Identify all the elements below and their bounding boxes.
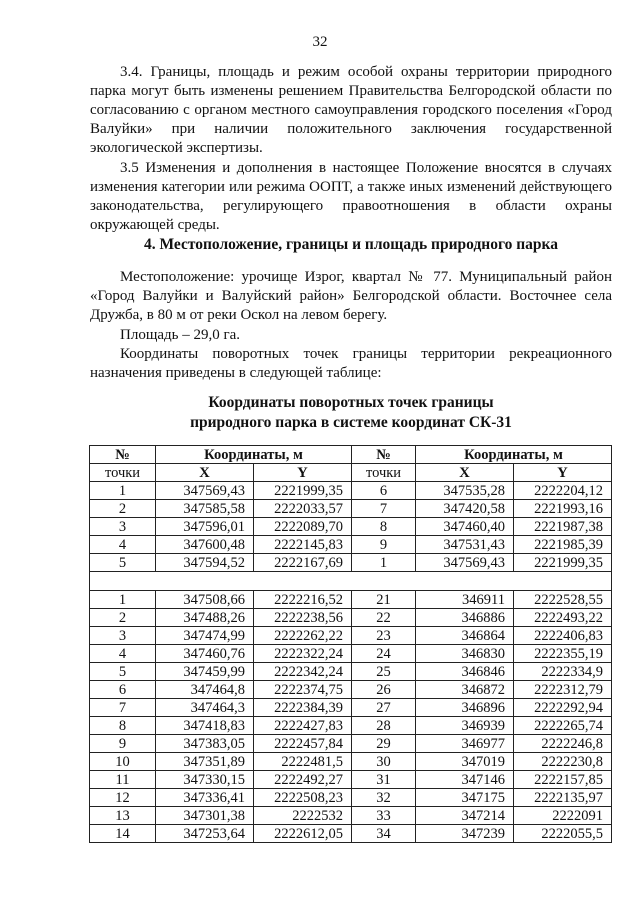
cell-y-right: 2221993,16 (514, 500, 612, 518)
cell-point-right: 28 (352, 717, 416, 735)
cell-x-left: 347594,52 (156, 554, 254, 572)
cell-x-right: 347531,43 (416, 536, 514, 554)
cell-point-right: 29 (352, 735, 416, 753)
cell-point-right: 6 (352, 482, 416, 500)
page-number: 32 (312, 34, 328, 50)
cell-point-right: 7 (352, 500, 416, 518)
cell-point-right: 32 (352, 789, 416, 807)
cell-point-left: 6 (90, 681, 156, 699)
cell-x-right: 346939 (416, 717, 514, 735)
cell-x-left: 347569,43 (156, 482, 254, 500)
cell-y-right: 2222230,8 (514, 753, 612, 771)
cell-x-right: 347460,40 (416, 518, 514, 536)
cell-point-left: 2 (90, 609, 156, 627)
table-row (90, 482, 612, 500)
cell-point-left: 9 (90, 735, 156, 753)
table-row (90, 500, 612, 518)
header-x-right: X (416, 464, 514, 482)
table-block-1 (90, 482, 612, 572)
cell-y-right: 2221987,38 (514, 518, 612, 536)
table-row (90, 663, 612, 681)
cell-y-right: 2222265,74 (514, 717, 612, 735)
cell-x-right: 346846 (416, 663, 514, 681)
cell-x-right: 347214 (416, 807, 514, 825)
table-title-line-2: природного парка в системе координат СК-31 (190, 414, 512, 431)
table-row (90, 627, 612, 645)
cell-x-left: 347596,01 (156, 518, 254, 536)
table-row (90, 717, 612, 735)
cell-x-left: 347336,41 (156, 789, 254, 807)
cell-point-right: 31 (352, 771, 416, 789)
cell-x-right: 347420,58 (416, 500, 514, 518)
header-point-right: точки (352, 464, 416, 482)
cell-y-left: 2222481,5 (254, 753, 352, 771)
cell-y-left: 2221999,35 (254, 482, 352, 500)
header-x-left: X (156, 464, 254, 482)
cell-point-right: 8 (352, 518, 416, 536)
cell-point-left: 2 (90, 500, 156, 518)
cell-y-left: 2222167,69 (254, 554, 352, 572)
cell-y-left: 2222508,23 (254, 789, 352, 807)
cell-y-left: 2222322,24 (254, 645, 352, 663)
cell-y-right: 2222091 (514, 807, 612, 825)
cell-point-left: 10 (90, 753, 156, 771)
cell-y-left: 2222532 (254, 807, 352, 825)
header-coords-left: Координаты, м (156, 446, 352, 464)
cell-y-left: 2222033,57 (254, 500, 352, 518)
table-row (90, 536, 612, 554)
cell-y-right: 2222135,97 (514, 789, 612, 807)
table-row (90, 609, 612, 627)
cell-x-right: 346864 (416, 627, 514, 645)
table-separator (90, 572, 612, 591)
cell-point-right: 33 (352, 807, 416, 825)
cell-point-left: 4 (90, 536, 156, 554)
header-y-left: Y (254, 464, 352, 482)
cell-y-right: 2222493,22 (514, 609, 612, 627)
table-row (90, 825, 612, 843)
cell-point-right: 26 (352, 681, 416, 699)
cell-point-left: 1 (90, 591, 156, 609)
table-title (90, 393, 612, 433)
cell-x-left: 347301,38 (156, 807, 254, 825)
cell-y-right: 2222312,79 (514, 681, 612, 699)
cell-x-right: 347175 (416, 789, 514, 807)
table-row (90, 735, 612, 753)
cell-y-right: 2222292,94 (514, 699, 612, 717)
cell-x-left: 347418,83 (156, 717, 254, 735)
cell-x-left: 347488,26 (156, 609, 254, 627)
cell-point-right: 24 (352, 645, 416, 663)
cell-point-right: 25 (352, 663, 416, 681)
cell-y-left: 2222216,52 (254, 591, 352, 609)
cell-x-right: 347569,43 (416, 554, 514, 572)
cell-y-left: 2222262,22 (254, 627, 352, 645)
table-title-line-1: Координаты поворотных точек границы (208, 394, 494, 411)
cell-point-left: 13 (90, 807, 156, 825)
table-block-2 (90, 591, 612, 843)
area-text: Площадь – 29,0 га. (120, 327, 241, 343)
cell-x-left: 347459,99 (156, 663, 254, 681)
section-heading: 4. Местоположение, границы и площадь природного парка (143, 236, 559, 253)
cell-x-right: 347146 (416, 771, 514, 789)
cell-x-left: 347464,8 (156, 681, 254, 699)
cell-point-left: 12 (90, 789, 156, 807)
cell-x-left: 347600,48 (156, 536, 254, 554)
cell-point-right: 1 (352, 554, 416, 572)
cell-y-right: 2222204,12 (514, 482, 612, 500)
cell-point-left: 14 (90, 825, 156, 843)
cell-point-right: 21 (352, 591, 416, 609)
cell-y-left: 2222492,27 (254, 771, 352, 789)
cell-point-right: 9 (352, 536, 416, 554)
cell-x-left: 347330,15 (156, 771, 254, 789)
table-row (90, 518, 612, 536)
header-no-left: № (90, 446, 156, 464)
cell-point-left: 3 (90, 627, 156, 645)
cell-point-left: 4 (90, 645, 156, 663)
cell-y-right: 2222334,9 (514, 663, 612, 681)
table-row (90, 771, 612, 789)
cell-y-left: 2222238,56 (254, 609, 352, 627)
cell-point-right: 34 (352, 825, 416, 843)
paragraph-3-4: 3.4. Границы, площадь и режим особой охраны территории природного парка могут быть изменены решением Правительства Белгородской области по согласованию с органом местного самоуправления городского поселения «Город Валуйки» при наличии положительного заключения государственной экологической экспертизы. (90, 64, 612, 156)
cell-x-right: 346977 (416, 735, 514, 753)
coordinates-table (89, 445, 612, 843)
coords-intro-text: Координаты поворотных точек границы территории рекреационного назначения приведены в следующей таблице: (90, 346, 612, 381)
cell-x-left: 347460,76 (156, 645, 254, 663)
cell-y-right: 2222355,19 (514, 645, 612, 663)
cell-x-left: 347508,66 (156, 591, 254, 609)
cell-x-right: 346872 (416, 681, 514, 699)
cell-point-right: 22 (352, 609, 416, 627)
cell-y-right: 2222157,85 (514, 771, 612, 789)
cell-point-left: 3 (90, 518, 156, 536)
cell-point-left: 11 (90, 771, 156, 789)
empty-row (90, 572, 612, 591)
cell-x-right: 346830 (416, 645, 514, 663)
cell-y-right: 2221999,35 (514, 554, 612, 572)
table-row (90, 645, 612, 663)
table-row (90, 681, 612, 699)
cell-x-left: 347474,99 (156, 627, 254, 645)
cell-point-right: 23 (352, 627, 416, 645)
cell-point-left: 5 (90, 663, 156, 681)
cell-y-right: 2222406,83 (514, 627, 612, 645)
cell-y-left: 2222457,84 (254, 735, 352, 753)
cell-y-right: 2221985,39 (514, 536, 612, 554)
cell-y-left: 2222089,70 (254, 518, 352, 536)
cell-y-left: 2222374,75 (254, 681, 352, 699)
cell-point-left: 8 (90, 717, 156, 735)
table-row (90, 554, 612, 572)
cell-y-left: 2222342,24 (254, 663, 352, 681)
cell-y-left: 2222427,83 (254, 717, 352, 735)
cell-x-right: 347535,28 (416, 482, 514, 500)
header-no-right: № (352, 446, 416, 464)
table-row (90, 807, 612, 825)
cell-y-right: 2222055,5 (514, 825, 612, 843)
table-row (90, 699, 612, 717)
cell-x-left: 347585,58 (156, 500, 254, 518)
location-text: Местоположение: урочище Изрог, квартал № 77. Муниципальный район «Город Валуйки и Валуйский район» Белгородской области. Восточнее села Дружба, в 80 м от реки Оскол на левом берегу. (90, 269, 612, 323)
cell-x-right: 346886 (416, 609, 514, 627)
cell-x-right: 346896 (416, 699, 514, 717)
header-y-right: Y (514, 464, 612, 482)
cell-point-left: 7 (90, 699, 156, 717)
cell-point-left: 5 (90, 554, 156, 572)
cell-y-left: 2222384,39 (254, 699, 352, 717)
cell-point-left: 1 (90, 482, 156, 500)
cell-y-left: 2222145,83 (254, 536, 352, 554)
cell-x-right: 347239 (416, 825, 514, 843)
header-coords-right: Координаты, м (416, 446, 612, 464)
cell-x-right: 347019 (416, 753, 514, 771)
cell-x-left: 347351,89 (156, 753, 254, 771)
header-point-left: точки (90, 464, 156, 482)
cell-x-left: 347383,05 (156, 735, 254, 753)
cell-point-right: 30 (352, 753, 416, 771)
cell-x-left: 347253,64 (156, 825, 254, 843)
cell-y-right: 2222528,55 (514, 591, 612, 609)
table-row (90, 591, 612, 609)
table-row (90, 753, 612, 771)
cell-x-left: 347464,3 (156, 699, 254, 717)
cell-y-left: 2222612,05 (254, 825, 352, 843)
cell-y-right: 2222246,8 (514, 735, 612, 753)
paragraph-3-5: 3.5 Изменения и дополнения в настоящее Положение вносятся в случаях изменения категории или режима ООПТ, а также иных изменений действующего законодательства, регулирующего правоотношения в области охраны окружающей среды. (90, 160, 612, 233)
table-row (90, 789, 612, 807)
cell-x-right: 346911 (416, 591, 514, 609)
empty-cell (90, 572, 612, 591)
cell-point-right: 27 (352, 699, 416, 717)
